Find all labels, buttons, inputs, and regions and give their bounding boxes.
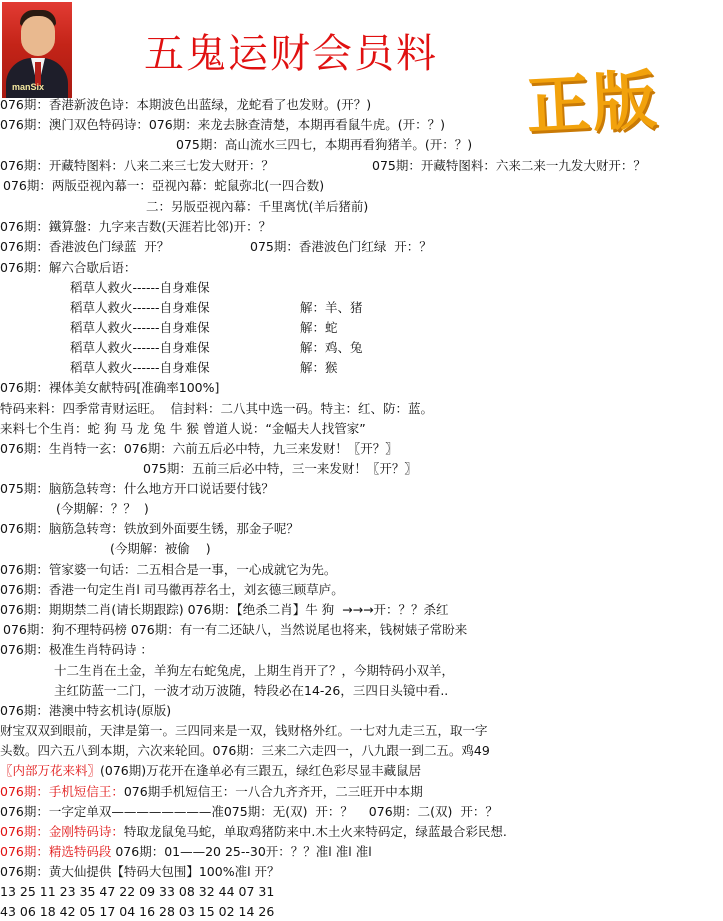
text-line: 解：蛇 xyxy=(300,320,338,335)
text-line: 特码来料：四季常青财运旺。 信封料：二八其中选一码。特主：红、防：蓝。 xyxy=(0,401,433,416)
text-line: 076期：期期禁二肖(请长期跟踪) 076期：【绝杀二肖】牛 狗 →→→开：？？杀红 xyxy=(0,602,449,617)
text-line: 076期：鐵算盤：九字来吉数(天涯若比邻)开：？ xyxy=(0,219,272,234)
text-line: 076期：香港新波色诗：本期波色出蓝绿，龙蛇看了也发财。(开？) xyxy=(0,97,372,112)
photo-watermark: manSix xyxy=(12,82,45,92)
text-line: 076期：一字定单双————————准075期：无(双) 开：？ 076期：二(双) 开：？ xyxy=(0,804,498,819)
text-line: 075期：五前三后必中特，三一来发财！〖开？〗 xyxy=(143,461,417,476)
line-text: 特取龙鼠兔马蛇，单取鸡猪防来中.木土火来特码定，绿蓝最合彩民想. xyxy=(123,824,507,839)
highlight-label: 076期：手机短信王： xyxy=(0,784,124,799)
text-line: 076期：澳门双色特码诗：076期：来龙去脉查清楚，本期再看鼠牛虎。(开：？) xyxy=(0,117,445,132)
text-line: 解：猴 xyxy=(300,360,338,375)
line-text: 076期手机短信王：一八合九齐齐开，二三旺开中本期 xyxy=(123,784,423,799)
text-line xyxy=(0,783,423,801)
text-line: 076期：香港一句定生肖l 司马徽再荐名士，刘玄德三顾草庐。 xyxy=(0,582,344,597)
text-line: 来料七个生肖：蛇 狗 马 龙 兔 牛 猴 曾道人说：“金幅夫人找管家” xyxy=(0,421,366,436)
text-line: 076期：管家婆一句话：二五相合是一事，一心成就它为先。 xyxy=(0,562,337,577)
text-line: 头数。四六五八到本期，六次来轮回。076期：三来二六走四一，八九跟一到二五。鸡49 xyxy=(0,743,490,758)
text-line: 稻草人救火------自身难保 xyxy=(70,280,210,295)
text-line: 解：羊、猪 xyxy=(300,300,363,315)
text-line: 43 06 18 42 05 17 04 16 28 03 15 02 14 26 xyxy=(0,904,275,919)
text-line: 076期：两版亞视內幕一：亞视內幕：蛇鼠弥北(一四合数) xyxy=(3,178,325,193)
text-line: (今期解：？？ ) xyxy=(56,501,149,516)
text-line: 稻草人救火------自身难保 xyxy=(70,320,210,335)
text-line: 二：另版亞视內幕：千里离忧(羊后猪前) xyxy=(146,199,369,214)
text-line: 076期：解六合歇后语： xyxy=(0,260,137,275)
text-line xyxy=(0,823,507,841)
text-line: 主红防蓝一二门，一波才动万波随，特段必在14-26，三四日头镜中看.. xyxy=(54,683,449,698)
text-line: 075期：香港波色门红绿 开：？ xyxy=(250,239,432,254)
text-line: 稻草人救火------自身难保 xyxy=(70,300,210,315)
highlight-label: 〖内部万花来料〗 xyxy=(0,763,101,778)
highlight-label: 076期：精选特码段 xyxy=(0,844,112,859)
text-line: 075期：开藏特图料：六来二来一九发大财开：？ xyxy=(372,158,646,173)
text-line: 076期：香港波色门绿蓝 开？ xyxy=(0,239,170,254)
text-line: 财宝双双到眼前，天津是第一。三四同来是一双，钱财格外红。一七对九走三五，取一字 xyxy=(0,723,488,738)
line-text: (076期)万花开在逢单必有三跟五，绿红色彩尽显丰藏鼠居 xyxy=(100,763,422,778)
page-title: 五鬼运财会员料 xyxy=(144,31,438,77)
text-line: 076期：生肖特一玄：076期：六前五后必中特，九三来发财！〖开？〗 xyxy=(0,441,398,456)
text-line: 076期：港澳中特玄机诗(原版) xyxy=(0,703,172,718)
text-line: 076期：狗不理特码榜 076期：有一有二还缺八，当然说尾也将来，钱树婊子常盼来 xyxy=(3,622,468,637)
text-line: 076期：黄大仙提供【特码大包围】100%准l 开？ xyxy=(0,864,280,879)
portrait-face xyxy=(21,16,55,56)
text-line: 解：鸡、兔 xyxy=(300,340,363,355)
text-line: 稻草人救火------自身难保 xyxy=(70,360,210,375)
text-line: 13 25 11 23 35 47 22 09 33 08 32 44 07 31 xyxy=(0,884,275,899)
text-line xyxy=(0,843,372,861)
text-line xyxy=(0,762,421,780)
text-line: 076期：极准生肖特码诗 ： xyxy=(0,642,153,657)
text-line: 稻草人救火------自身难保 xyxy=(70,340,210,355)
speaker-portrait xyxy=(2,2,72,98)
line-text: 076期：01——20 25--30开：？？准l 准l 准l xyxy=(111,844,372,859)
text-line: 076期：脑筋急转弯：铁放到外面要生锈，那金子呢？ xyxy=(0,521,299,536)
text-line: (今期解：被偷 ) xyxy=(110,541,211,556)
highlight-label: 076期：金刚特码诗： xyxy=(0,824,124,839)
text-line: 十二生肖在土金，羊狗左右蛇兔虎，上期生肖开了？，今期特码小双羊， xyxy=(54,663,455,678)
text-line: 076期：裸体美女献特码[准确率100%] xyxy=(0,380,220,395)
text-line: 076期：开藏特图料：八来二来三七发大财开：？ xyxy=(0,158,274,173)
genuine-stamp: 正版 xyxy=(524,63,661,145)
text-line: 075期：高山流水三四七，本期再看狗猪羊。(开：？) xyxy=(176,137,473,152)
text-line: 075期：脑筋急转弯：什么地方开口说话要付钱？ xyxy=(0,481,274,496)
